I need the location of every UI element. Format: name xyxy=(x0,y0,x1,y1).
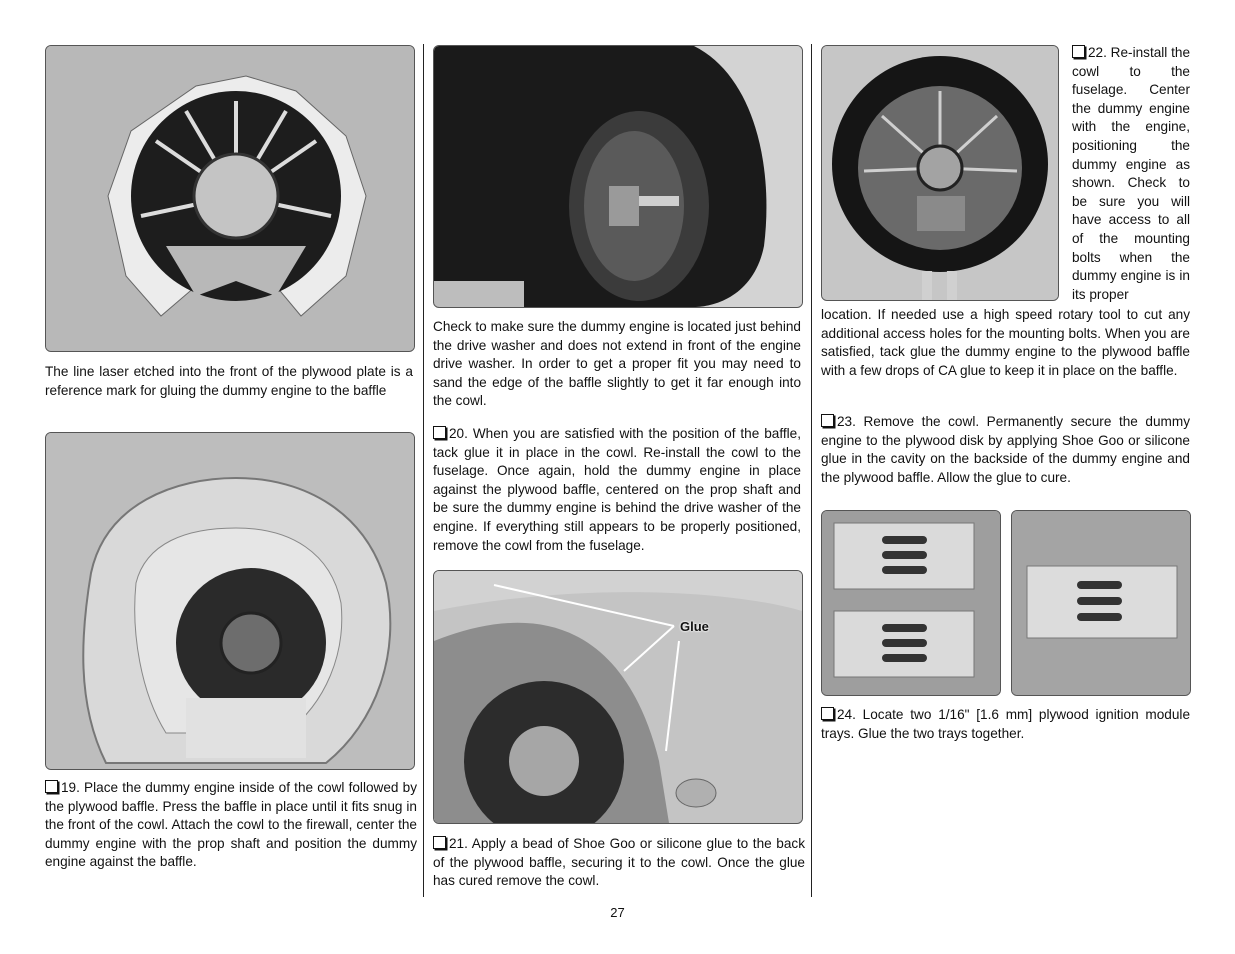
caption-laser-reference: The line laser etched into the front of the plywood plate is a reference mark for gluing the dummy engine to the baffle xyxy=(45,364,413,398)
step-20 xyxy=(433,425,801,555)
photo-cowl-drive-washer xyxy=(433,45,803,308)
glue-illustration xyxy=(434,571,802,823)
step-22-rest: location. If needed use a high speed rotary tool to cut any additional access holes for the mounting bolts. When you are satisfied, tack glue the dummy engine to the plywood baffle with a few drops of CA glue to keep it in place on the baffle. xyxy=(821,307,1190,378)
cowl-illustration xyxy=(434,46,802,307)
step-19-text: 19. Place the dummy engine inside of the cowl followed by the plywood baffle. Press the baffle in place until it fits snug in the front of the cowl. Attach the cowl to the firewall, center the dummy engine with the prop shaft and position the dummy engine against the baffle. xyxy=(45,780,417,870)
photo-reinstalled-cowl xyxy=(821,45,1059,301)
step-19 xyxy=(45,779,417,872)
step-20-text: 20. When you are satisfied with the position of the baffle, tack glue it in place in the cowl. Re-install the cowl to the fuselage. Once again, hold the dummy engine in place against the plywood baffle, centered on the prop shaft and be sure the dummy engine is behind the drive washer of the engine. If everything still appears to be properly positioned, remove the cowl from the fuselage. xyxy=(433,426,801,553)
step-24-text: 24. Locate two 1/16" [1.6 mm] plywood ignition module trays. Glue the two trays together. xyxy=(821,707,1190,741)
step-24 xyxy=(821,706,1190,743)
checkbox-icon[interactable] xyxy=(45,780,58,793)
photo-glue-bead xyxy=(433,570,803,824)
photo-trays-separate xyxy=(821,510,1001,696)
step-22-text-wrap: 22. Re-install the cowl to the fuselage. Center the dummy engine with the engine, positioning the dummy engine as shown. Check to be sure you will have access to all of the mounting bolts when the dummy engine is in its proper xyxy=(1072,45,1191,302)
checkbox-icon[interactable] xyxy=(433,836,446,849)
caption-check-position: Check to make sure the dummy engine is located just behind the drive washer and does not extend in front of the engine drive washer. In order to get a proper fit you may need to sand the edge of the baffle slightly to get it far enough into the cowl. xyxy=(433,319,801,409)
trays-separate-illustration xyxy=(822,511,1000,695)
reinstalled-cowl-illustration xyxy=(822,46,1058,300)
step-21 xyxy=(433,835,805,891)
step-21-text: 21. Apply a bead of Shoe Goo or silicone glue to the back of the plywood baffle, securing it to the cowl. Once the glue has cured remove the cowl. xyxy=(433,836,805,889)
plywood-plate-illustration xyxy=(46,46,414,351)
checkbox-icon[interactable] xyxy=(1072,45,1085,58)
photo-plywood-plate-front xyxy=(45,45,415,352)
photo-trays-glued xyxy=(1011,510,1191,696)
step-23-text: 23. Remove the cowl. Permanently secure the dummy engine to the plywood disk by applying Shoe Goo or silicone glue in the cavity on the backside of the dummy engine and the plywood baffle. Allow the glue to cure. xyxy=(821,414,1190,485)
step-23 xyxy=(821,413,1190,487)
trays-glued-illustration xyxy=(1012,511,1190,695)
checkbox-icon[interactable] xyxy=(821,707,834,720)
page-number: 27 xyxy=(610,905,625,920)
photo-baffle-in-cowl xyxy=(45,432,415,770)
column-divider-1 xyxy=(423,44,424,897)
column-divider-2 xyxy=(811,44,812,897)
glue-label: Glue xyxy=(680,619,709,634)
baffle-illustration xyxy=(46,433,414,769)
checkbox-icon[interactable] xyxy=(433,426,446,439)
checkbox-icon[interactable] xyxy=(821,414,834,427)
step-22-wrap xyxy=(1072,44,1190,304)
